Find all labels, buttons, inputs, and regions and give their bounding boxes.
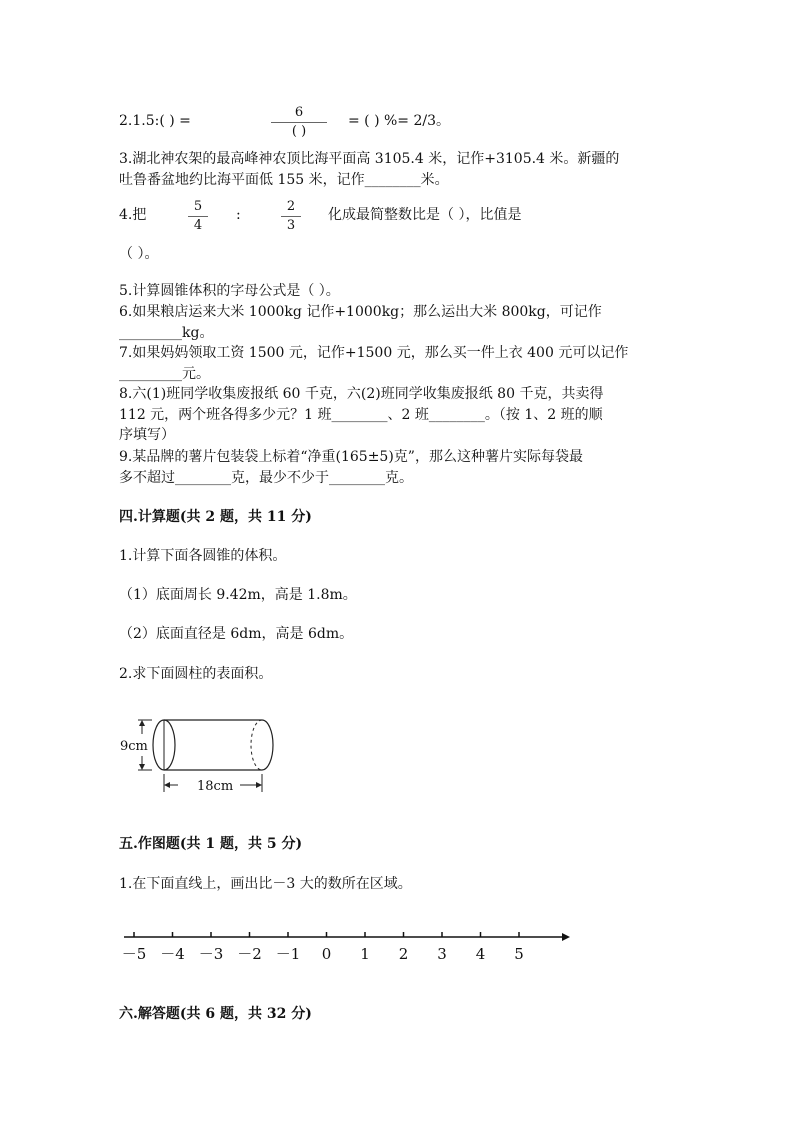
number-line-tick-label: 5 — [514, 945, 524, 963]
q5: 5.计算圆锥体积的字母公式是（ ）。 — [119, 283, 340, 299]
sec5-q1: 1.在下面直线上，画出比－3 大的数所在区域。 — [119, 876, 412, 892]
q4-f2-num: 2 — [286, 199, 296, 214]
sec4-q2: 2.求下面圆柱的表面积。 — [119, 666, 273, 682]
q4-f1-den: 4 — [193, 218, 203, 233]
q3-line2: 吐鲁番盆地约比海平面低 155 米，记作________米。 — [119, 172, 449, 188]
number-line — [118, 925, 578, 967]
q6-line2: _________kg。 — [119, 325, 214, 341]
section-6-title: 六.解答题(共 6 题，共 32 分) — [119, 1006, 312, 1022]
q4-f1-num: 5 — [193, 199, 203, 214]
sec4-q1b: （2）底面直径是 6dm，高是 6dm。 — [119, 626, 354, 642]
number-line-tick-label: 2 — [398, 945, 409, 963]
cylinder-figure — [118, 712, 288, 796]
number-line-tick-label: －3 — [198, 945, 224, 963]
cylinder-hidden-edge — [251, 720, 262, 770]
sec4-q1a: （1）底面周长 9.42m，高是 1.8m。 — [119, 587, 357, 603]
number-line-tick-label: －1 — [275, 945, 301, 963]
number-line-tick-label: 1 — [360, 945, 370, 963]
q2-frac-num: 6 — [294, 105, 304, 120]
q7-line1: 7.如果妈妈领取工资 1500 元，记作+1500 元，那么买一件上衣 400 元可以记作 — [119, 345, 629, 361]
section-4-title: 四.计算题(共 2 题，共 11 分) — [119, 509, 312, 525]
q8-line3: 序填写） — [119, 427, 175, 443]
length-label: 18cm — [197, 779, 234, 794]
sec4-q1: 1.计算下面各圆锥的体积。 — [119, 548, 287, 564]
q7-line2: _________元。 — [119, 366, 210, 382]
q3-line1: 3.湖北神农架的最高峰神农顶比海平面高 3105.4 米，记作+3105.4 米。新疆的 — [119, 151, 620, 167]
q2-left: 2.1.5:( ) = — [119, 113, 191, 129]
q4-fraction-2 — [281, 199, 301, 234]
fraction-bar — [271, 122, 327, 123]
number-line-tick-label: －4 — [160, 945, 185, 963]
q4-f2-den: 3 — [286, 218, 296, 233]
number-line-tick-label: 3 — [437, 945, 447, 963]
q8-line2: 112 元，两个班各得多少元？1 班________、2 班________。（按 1、2 班的顺 — [119, 407, 603, 423]
number-line-tick-label: －5 — [121, 945, 147, 963]
section-5-title: 五.作图题(共 1 题，共 5 分) — [119, 836, 303, 852]
q4-colon: : — [236, 207, 241, 223]
fraction-bar — [281, 216, 301, 217]
q2-fraction — [271, 105, 327, 140]
q4-suffix: 化成最简整数比是（ ），比值是 — [328, 207, 522, 223]
q4-line2: （ ）。 — [119, 246, 159, 262]
fraction-bar — [188, 216, 208, 217]
number-line-arrow — [562, 933, 570, 941]
height-label: 9cm — [120, 739, 148, 754]
q8-line1: 8.六(1)班同学收集废报纸 60 千克，六(2)班同学收集废报纸 80 千克，共卖得 — [119, 386, 604, 402]
q4-prefix: 4.把 — [119, 207, 147, 223]
q6-line1: 6.如果粮店运来大米 1000kg 记作+1000kg；那么运出大米 800kg，可记作 — [119, 304, 602, 320]
q2-frac-den: ( ) — [291, 124, 307, 139]
number-line-tick-label: －2 — [237, 945, 262, 963]
number-line-tick-label: 0 — [321, 945, 332, 963]
cylinder-back-face — [262, 720, 273, 770]
q4-fraction-1 — [188, 199, 208, 234]
q2-right: = ( ) %= 2/3。 — [348, 113, 451, 129]
q9-line2: 多不超过________克，最少不少于________克。 — [119, 470, 413, 486]
q9-line1: 9.某品牌的薯片包装袋上标着“净重(165±5)克”，那么这种薯片实际每袋最 — [119, 449, 583, 465]
number-line-tick-label: 4 — [475, 945, 486, 963]
